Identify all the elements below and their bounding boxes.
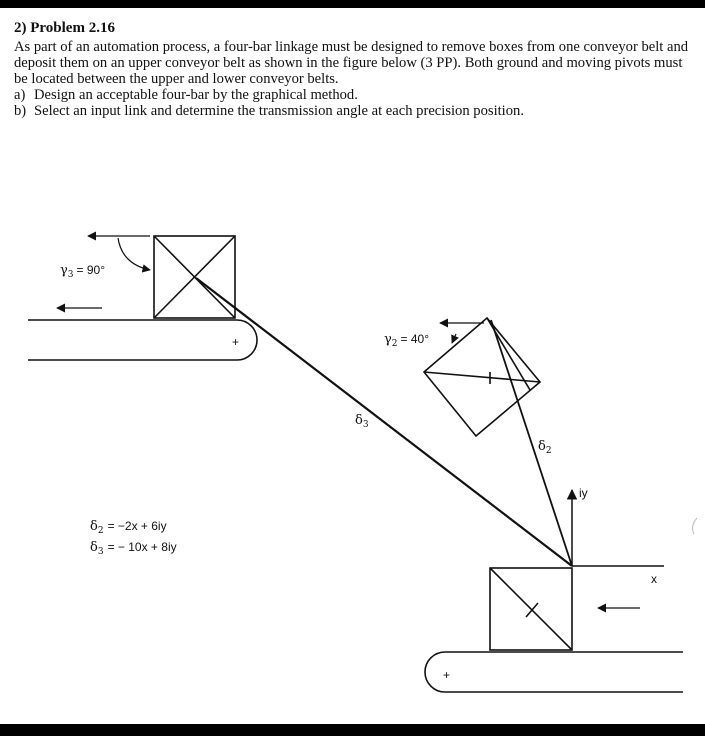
bottom-border	[0, 724, 705, 736]
problem-number: 2)	[14, 20, 27, 36]
lower-pulley-plus: +	[443, 668, 451, 682]
stray-mark	[693, 518, 697, 534]
equation-delta3: $\delta_3$ = − 10x + 8iy	[90, 540, 177, 557]
item-a-label: a)	[14, 87, 26, 103]
iy-axis-label: iy	[579, 486, 588, 500]
gamma3-label: $\gamma_3 = 90^\circ$	[60, 263, 106, 280]
lower-box	[490, 568, 572, 650]
problem-title: Problem 2.16	[30, 20, 115, 36]
delta2-label: $\delta_2$	[538, 439, 552, 456]
gamma2-label: $\gamma_2 = 40^\circ$	[384, 332, 430, 349]
gamma3-arc	[118, 238, 150, 270]
delta3-line	[196, 278, 572, 566]
problem-statement: As part of an automation process, a four-bar linkage must be designed to remove boxes from one conveyor belt and deposit them on an upper conveyor belt as shown in the figure below (3 PP). Both ground and moving pivots must be located between the upper and lower conveyor belts.	[14, 39, 689, 87]
upper-pulley-plus: +	[232, 335, 240, 349]
x-axis-label: x	[651, 572, 657, 586]
item-b-label: b)	[14, 103, 27, 119]
item-a-text: Design an acceptable four-bar by the graphical method.	[34, 87, 358, 103]
item-b-text: Select an input link and determine the transmission angle at each precision position.	[34, 103, 524, 119]
lower-conveyor	[425, 652, 683, 692]
upper-box	[154, 236, 235, 318]
gamma2-tick-arrow	[452, 334, 456, 343]
equation-delta2: $\delta_2 = -2x + 6iy$	[90, 519, 167, 536]
upper-conveyor	[28, 320, 257, 360]
delta2-line	[491, 320, 572, 566]
delta3-label: $\delta_3$	[355, 413, 369, 430]
